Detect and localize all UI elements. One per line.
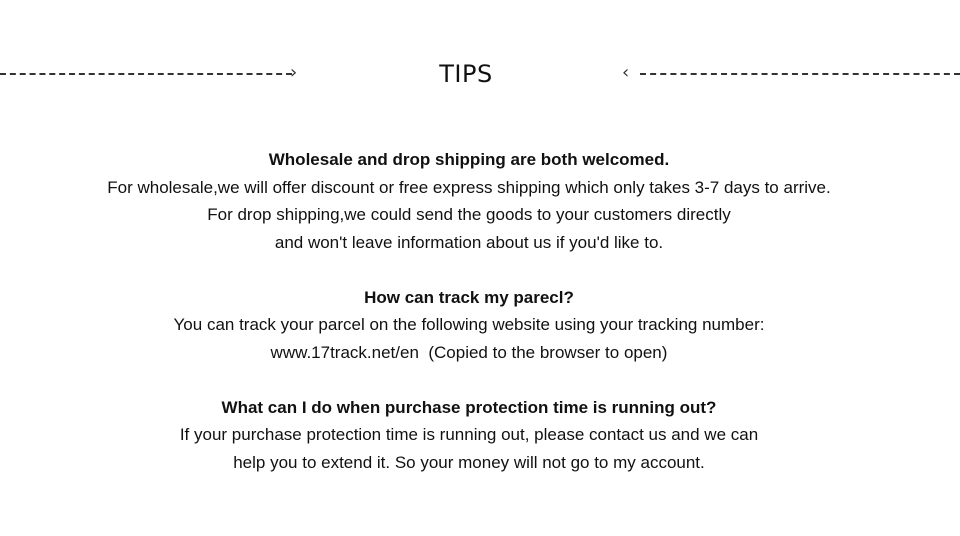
section-text-line: For wholesale,we will offer discount or free express shipping which only takes 3-7 days to arrive. [107,177,831,197]
section-text-line: For drop shipping,we could send the goods to your customers directly [207,205,731,224]
arrow-left-icon: ‹ [622,62,630,83]
right-dashed-line [640,73,960,75]
section-wholesale [0,146,938,256]
section-text-line: and won't leave information about us if you'd like to. [274,232,664,252]
section-spacer [0,366,938,394]
section-heading: What can I do when purchase protection time is running out? [221,397,717,417]
section-text-line: If your purchase protection time is running out, please contact us and we can [179,425,759,444]
page-title: TIPS [439,60,493,88]
section-text-line: help you to extend it. So your money will not go to my account. [233,452,705,472]
section-purchase-protection [0,394,938,477]
tracking-url-line: www.17track.net/en (Copied to the browser to open) [270,342,668,362]
tips-header [0,52,960,96]
section-tracking [0,284,938,367]
section-heading: How can track my parecl? [364,287,574,307]
arrow-right-icon: › [290,62,298,83]
section-heading: Wholesale and drop shipping are both welcomed. [268,150,670,169]
tips-content [0,146,938,476]
section-spacer [0,256,938,284]
section-text-line: You can track your parcel on the following website using your tracking number: [173,315,765,334]
